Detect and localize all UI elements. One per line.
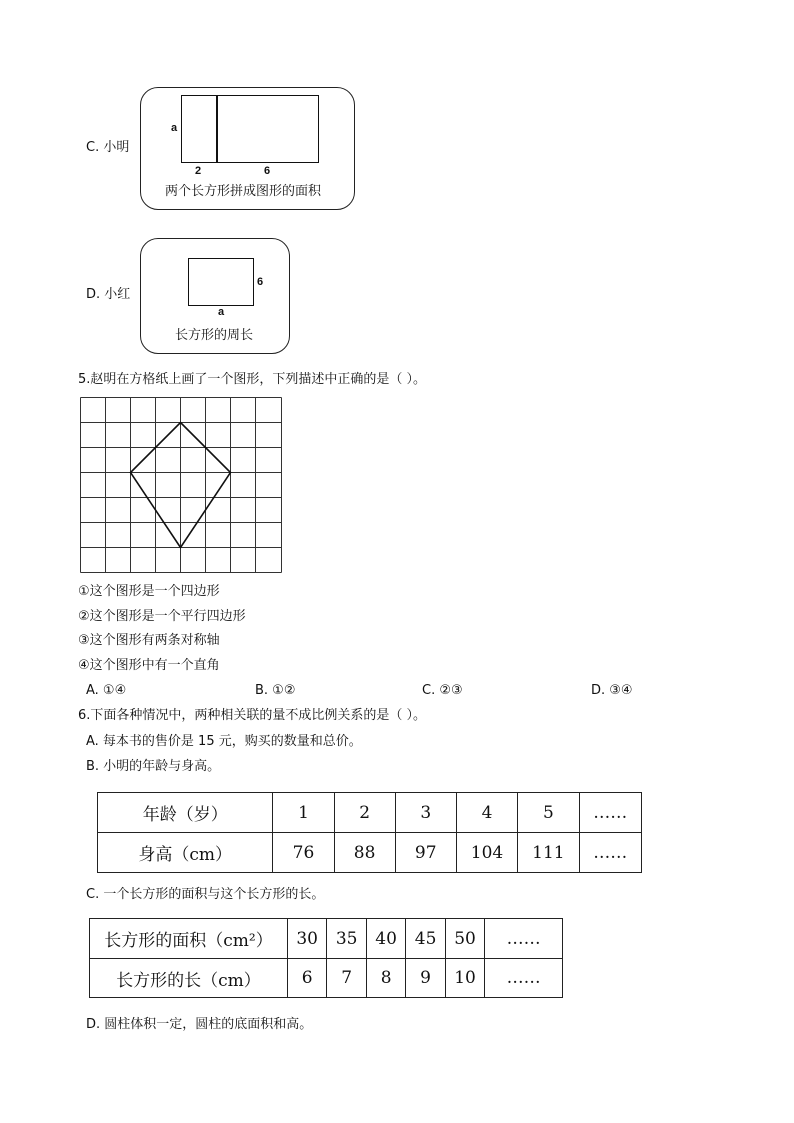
option-c-combined-rectangle bbox=[181, 95, 319, 163]
table-b-cell: …… bbox=[579, 833, 641, 873]
table-c-cell: …… bbox=[485, 959, 563, 998]
question-5-text: 5.赵明在方格纸上画了一个图形，下列描述中正确的是（ ）。 bbox=[78, 372, 427, 387]
option-c-dim-2: 2 bbox=[195, 165, 202, 177]
table-c-cell: …… bbox=[485, 919, 563, 959]
table-b-cell: 2 bbox=[334, 793, 395, 833]
option-d-rectangle bbox=[188, 258, 254, 306]
table-c-cell: 30 bbox=[287, 919, 326, 959]
area-length-table bbox=[89, 918, 563, 998]
q6-option-b[interactable]: B. 小明的年龄与身高。 bbox=[86, 759, 221, 774]
q5-statement-1: ①这个图形是一个四边形 bbox=[78, 584, 220, 599]
table-c-cell: 50 bbox=[445, 919, 484, 959]
table-b-cell: 1 bbox=[273, 793, 334, 833]
table-b-cell: 104 bbox=[456, 833, 517, 873]
q6-option-d[interactable]: D. 圆柱体积一定，圆柱的底面积和高。 bbox=[86, 1017, 313, 1032]
age-height-table bbox=[97, 792, 642, 873]
table-b-cell: …… bbox=[579, 793, 641, 833]
table-c-cell: 9 bbox=[406, 959, 445, 998]
option-c-label: C. 小明 bbox=[86, 140, 130, 155]
table-c-cell: 10 bbox=[445, 959, 484, 998]
option-d-label: D. 小红 bbox=[86, 287, 131, 302]
option-c-figure-frame bbox=[140, 87, 355, 210]
table-b-cell: 5 bbox=[518, 793, 579, 833]
q5-choice-b[interactable]: B. ①② bbox=[255, 683, 296, 698]
q6-option-c[interactable]: C. 一个长方形的面积与这个长方形的长。 bbox=[86, 887, 325, 902]
option-c-dim-6: 6 bbox=[264, 165, 271, 177]
table-c-cell: 45 bbox=[406, 919, 445, 959]
table-b-cell: 76 bbox=[273, 833, 334, 873]
q5-statement-2: ②这个图形是一个平行四边形 bbox=[78, 609, 246, 624]
question-6-text: 6.下面各种情况中，两种相关联的量不成比例关系的是（ ）。 bbox=[78, 708, 427, 723]
q5-choice-c[interactable]: C. ②③ bbox=[422, 683, 463, 698]
q5-choice-d[interactable]: D. ③④ bbox=[591, 683, 633, 698]
option-d-caption: 长方形的周长 bbox=[175, 328, 254, 343]
table-b-cell: 111 bbox=[518, 833, 579, 873]
table-b-cell: 3 bbox=[395, 793, 456, 833]
option-c-caption: 两个长方形拼成图形的面积 bbox=[165, 184, 322, 199]
table-c-header-area: 长方形的面积（cm²） bbox=[90, 919, 288, 959]
grid-figure bbox=[80, 397, 284, 574]
table-b-header-age: 年龄（岁） bbox=[98, 793, 273, 833]
q5-statement-4: ④这个图形中有一个直角 bbox=[78, 658, 220, 673]
option-d-dim-6: 6 bbox=[257, 276, 264, 288]
table-b-cell: 88 bbox=[334, 833, 395, 873]
table-c-header-length: 长方形的长（cm） bbox=[90, 959, 288, 998]
option-c-dim-a: a bbox=[171, 122, 178, 134]
table-b-cell: 97 bbox=[395, 833, 456, 873]
q6-option-a[interactable]: A. 每本书的售价是 15 元，购买的数量和总价。 bbox=[86, 734, 362, 749]
q5-statement-3: ③这个图形有两条对称轴 bbox=[78, 633, 220, 648]
table-c-cell: 40 bbox=[366, 919, 405, 959]
table-c-cell: 8 bbox=[366, 959, 405, 998]
table-c-cell: 6 bbox=[287, 959, 326, 998]
table-b-cell: 4 bbox=[456, 793, 517, 833]
option-c-divider-line bbox=[216, 95, 218, 163]
option-d-dim-a: a bbox=[218, 306, 225, 318]
q5-choice-a[interactable]: A. ①④ bbox=[86, 683, 127, 698]
table-b-header-height: 身高（cm） bbox=[98, 833, 273, 873]
table-c-cell: 7 bbox=[327, 959, 366, 998]
table-c-cell: 35 bbox=[327, 919, 366, 959]
option-d-figure-frame bbox=[140, 238, 290, 354]
